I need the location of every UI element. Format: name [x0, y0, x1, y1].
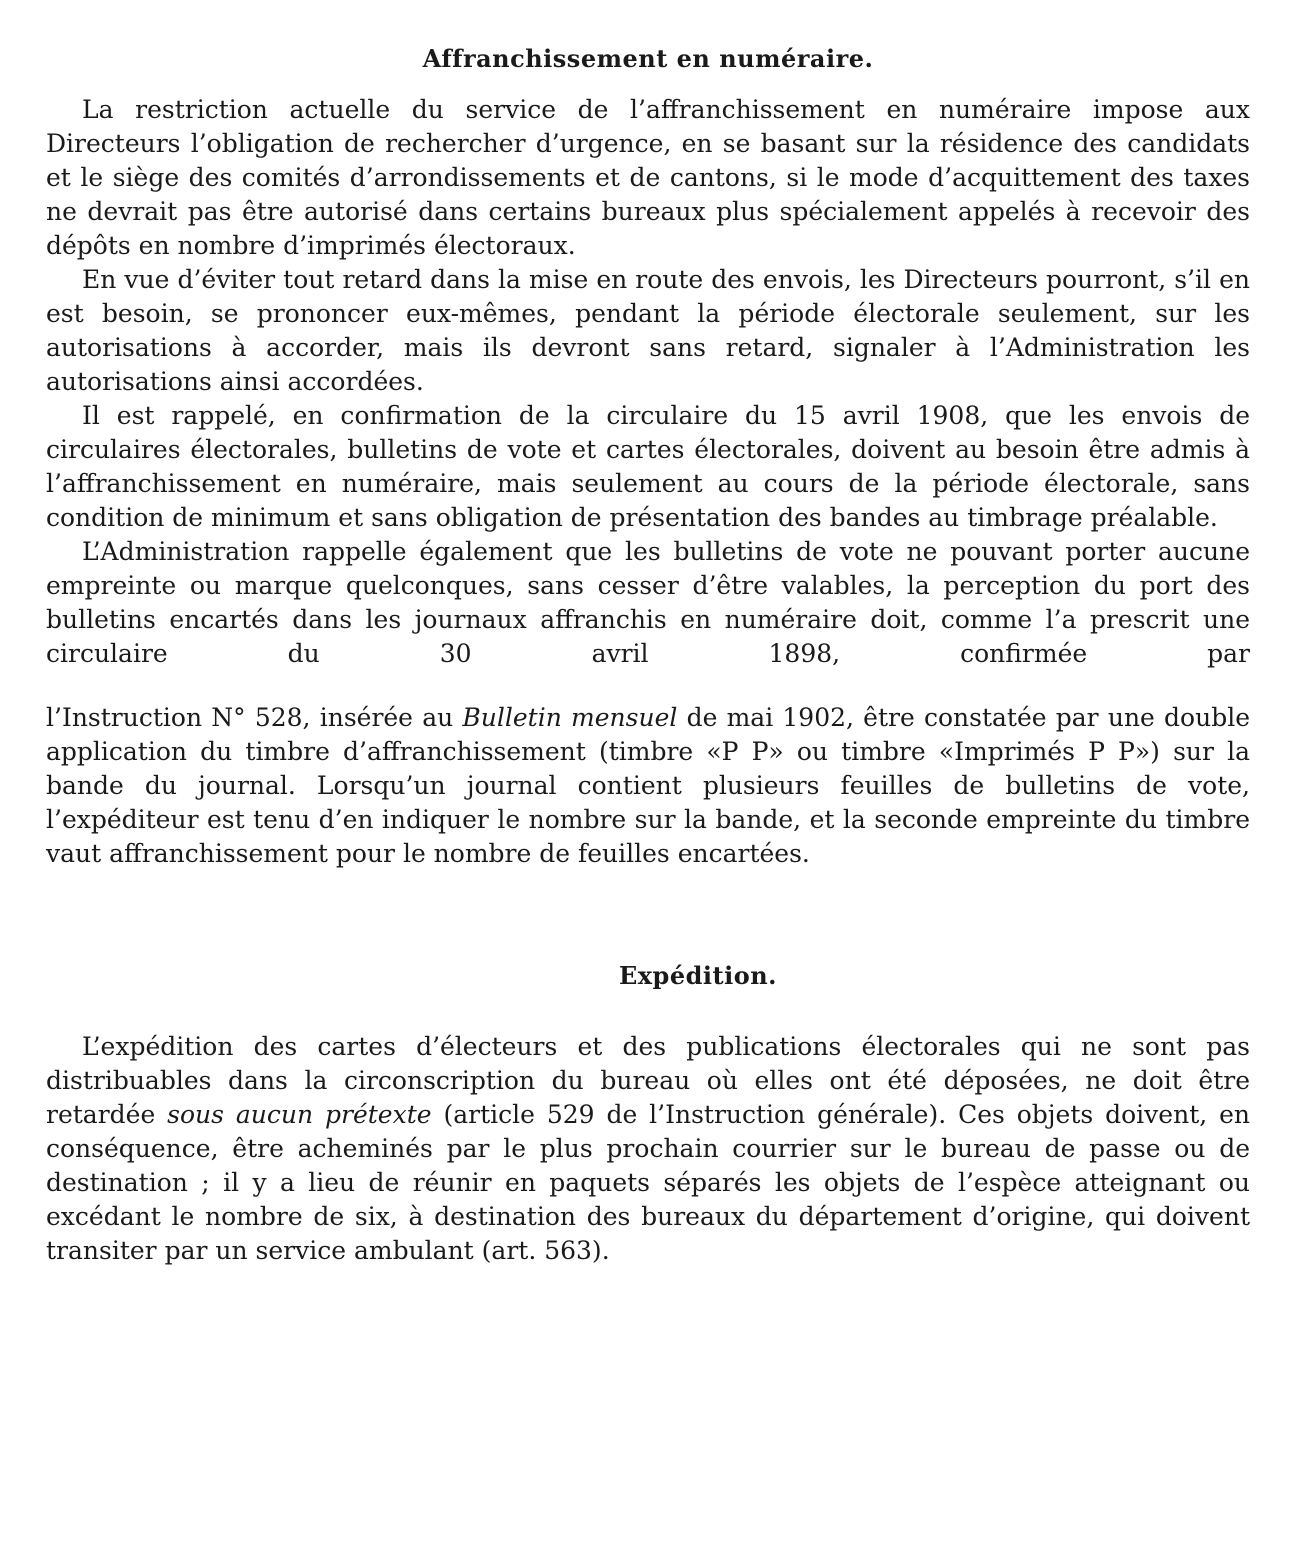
- paragraph-5-text-end: (article 529 de l’Instruction générale). Ces objets doivent, en conséquence, être acheminés par le plus prochain courrier sur le bureau de passe ou de destination ; il y a lieu de réunir en paquets séparés les objets de l’espèce atteignant ou excédant le nombre de six, à destination des bureaux du département d’origine, qui doivent transiter par un service ambulant (art. 563).: [46, 1100, 1250, 1265]
- paragraph-4-part-b: [46, 701, 1250, 871]
- paragraph-4b-text-start: l’Instruction N° 528, insérée au: [46, 703, 463, 732]
- bulletin-mensuel-title: Bulletin mensuel: [462, 703, 678, 732]
- paragraph-2: En vue d’éviter tout retard dans la mise en route des envois, les Directeurs pourront, s’il en est besoin, se prononcer eux-mêmes, pendant la période électorale seulement, sur les autorisations à accorder, mais ils devront sans retard, signaler à l’Administration les autorisations ainsi accordées.: [46, 265, 1250, 396]
- paragraph-3: Il est rappelé, en confirmation de la circulaire du 15 avril 1908, que les envois de circulaires électorales, bulletins de vote et cartes électorales, doivent au besoin être admis à l’affranchissement en numéraire, mais seulement au cours de la période électorale, sans condition de minimum et sans obligation de présentation des bandes au timbrage préalable.: [46, 401, 1250, 532]
- section-heading-expedition: Expédition.: [618, 961, 778, 990]
- paragraph-4-part-a: L’Administration rappelle également que les bulletins de vote ne pouvant porter aucune empreinte ou marque quelconques, sans cesser d’être valables, la perception du port des bulletins encartés dans les journaux affranchis en numéraire doit, comme l’a prescrit une circulaire du 30 avril 1898, confirmée par: [46, 537, 1250, 668]
- sous-aucun-pretexte: sous aucun prétexte: [167, 1100, 432, 1129]
- paragraph-4b-text-end: de mai 1902, être constatée par une double application du timbre d’affranchissement (timbre «P P» ou timbre «Imprimés P P») sur la bande du journal. Lorsqu’un journal contient plusieurs feuilles de bulletins de vote, l’expéditeur est tenu d’en indiquer le nombre sur la bande, et la seconde empreinte du timbre vaut affranchissement pour le nombre de feuilles encartées.: [46, 703, 1250, 868]
- paragraph-5-text-start: L’expédition des cartes d’électeurs et des publications électorales qui ne sont pas distribuables dans la circonscription du bureau où elles ont été déposées, ne doit être retardée: [46, 1032, 1250, 1129]
- document-page: [46, 44, 1250, 1504]
- section-heading-affranchissement: Affranchissement en numéraire.: [422, 44, 874, 73]
- paragraph-1: La restriction actuelle du service de l’affranchissement en numéraire impose aux Directeurs l’obligation de rechercher d’urgence, en se basant sur la résidence des candidats et le siège des comités d’arrondissements et de cantons, si le mode d’acquittement des taxes ne devrait pas être autorisé dans certains bureaux plus spécialement appelés à recevoir des dépôts en nombre d’imprimés électoraux.: [46, 95, 1250, 260]
- paragraph-5: [46, 1030, 1250, 1268]
